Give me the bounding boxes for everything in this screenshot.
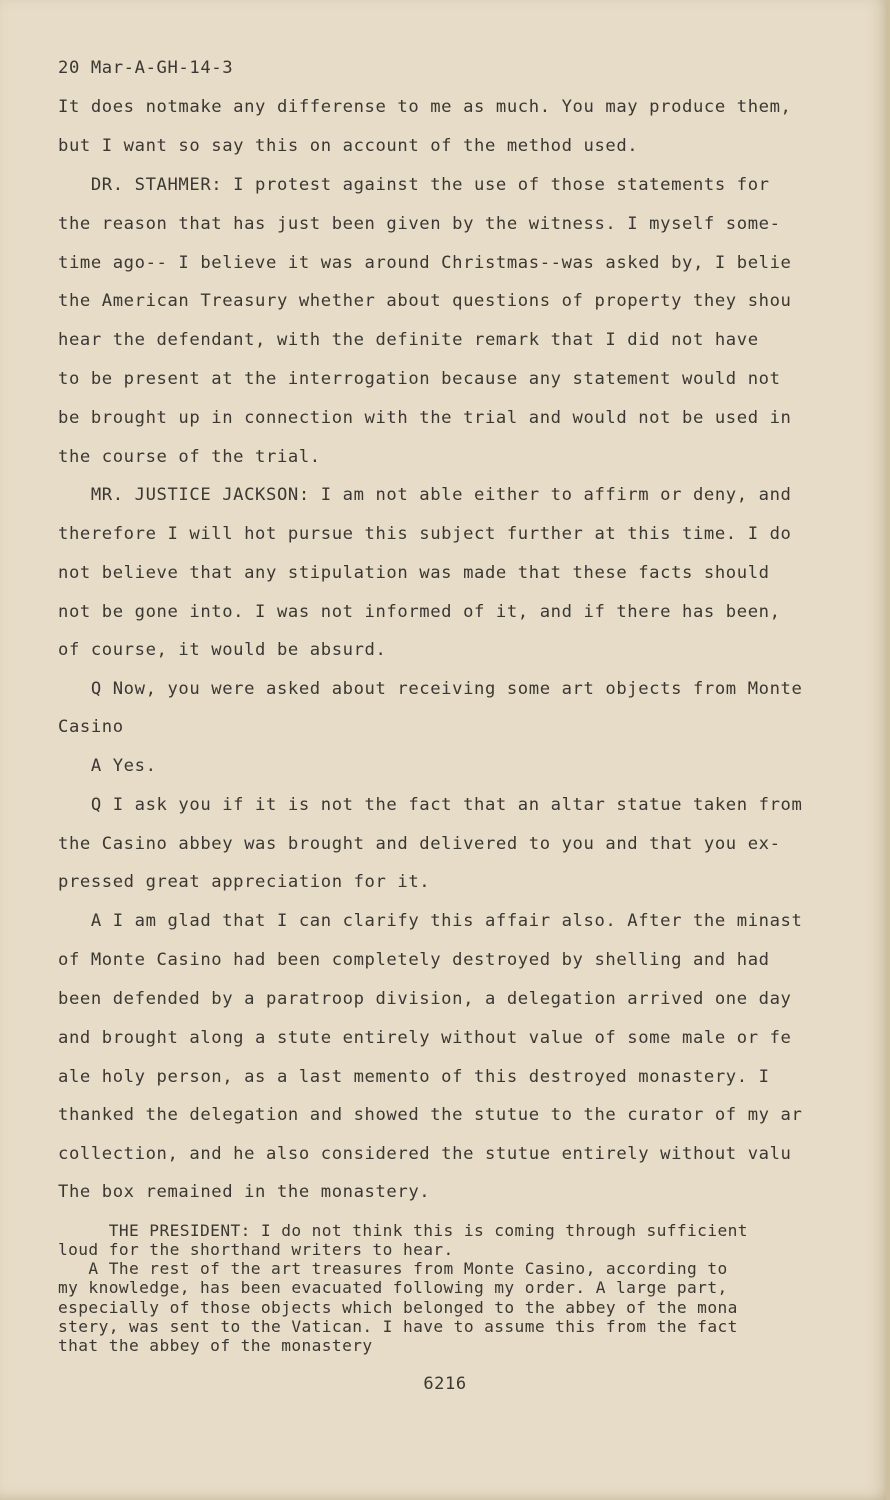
- text-line: of course, it would be absurd.: [58, 640, 387, 660]
- text-line: the American Treasury whether about questions of property they shou: [58, 291, 792, 311]
- text-line: Casino: [58, 717, 124, 737]
- text-line: especially of those objects which belonged to the abbey of the mona: [58, 1298, 738, 1317]
- page-header: 20 Mar-A-GH-14-3: [58, 58, 234, 78]
- text-line: ale holy person, as a last memento of this destroyed monastery. I: [58, 1067, 770, 1087]
- page-edge: [886, 0, 890, 1500]
- text-line: that the abbey of the monastery: [58, 1336, 373, 1355]
- text-line: the Casino abbey was brought and delivered to you and that you ex-: [58, 834, 781, 854]
- text-line: A The rest of the art treasures from Monte Casino, according to: [58, 1259, 728, 1278]
- text-line: therefore I will hot pursue this subject further at this time. I do: [58, 524, 792, 544]
- text-line: MR. JUSTICE JACKSON: I am not able either to affirm or deny, and: [58, 485, 792, 505]
- text-line: A Yes.: [58, 756, 157, 776]
- text-line: been defended by a paratroop division, a delegation arrived one day: [58, 989, 792, 1009]
- text-line: It does notmake any differense to me as much. You may produce them,: [58, 97, 792, 117]
- text-line: THE PRESIDENT: I do not think this is coming through sufficient: [58, 1221, 748, 1240]
- text-line: of Monte Casino had been completely destroyed by shelling and had: [58, 950, 770, 970]
- text-line: The box remained in the monastery.: [58, 1182, 431, 1202]
- page-number: 6216: [423, 1374, 467, 1394]
- text-line: collection, and he also considered the stutue entirely without valu: [58, 1144, 792, 1164]
- text-line: A I am glad that I can clarify this affair also. After the minast: [58, 911, 803, 931]
- text-line: pressed great appreciation for it.: [58, 872, 431, 892]
- text-line: Q I ask you if it is not the fact that an altar statue taken from: [58, 795, 803, 815]
- text-line: the course of the trial.: [58, 447, 321, 467]
- text-line: loud for the shorthand writers to hear.: [58, 1240, 454, 1259]
- text-line: Q Now, you were asked about receiving some art objects from Monte: [58, 679, 803, 699]
- text-line: DR. STAHMER: I protest against the use of those statements for: [58, 175, 770, 195]
- text-line: time ago-- I believe it was around Christmas--was asked by, I belie: [58, 253, 792, 273]
- text-line: but I want so say this on account of the method used.: [58, 136, 639, 156]
- text-line: and brought along a stute entirely without value of some male or fe: [58, 1028, 792, 1048]
- text-line: to be present at the interrogation because any statement would not: [58, 369, 781, 389]
- text-line: the reason that has just been given by the witness. I myself some-: [58, 214, 781, 234]
- text-line: not believe that any stipulation was made that these facts should: [58, 563, 770, 583]
- text-line: hear the defendant, with the definite remark that I did not have: [58, 330, 759, 350]
- text-line: not be gone into. I was not informed of it, and if there has been,: [58, 602, 781, 622]
- text-line: my knowledge, has been evacuated following my order. A large part,: [58, 1278, 728, 1297]
- text-line: be brought up in connection with the trial and would not be used in: [58, 408, 792, 428]
- text-line: stery, was sent to the Vatican. I have to assume this from the fact: [58, 1317, 738, 1336]
- text-line: thanked the delegation and showed the stutue to the curator of my ar: [58, 1105, 803, 1125]
